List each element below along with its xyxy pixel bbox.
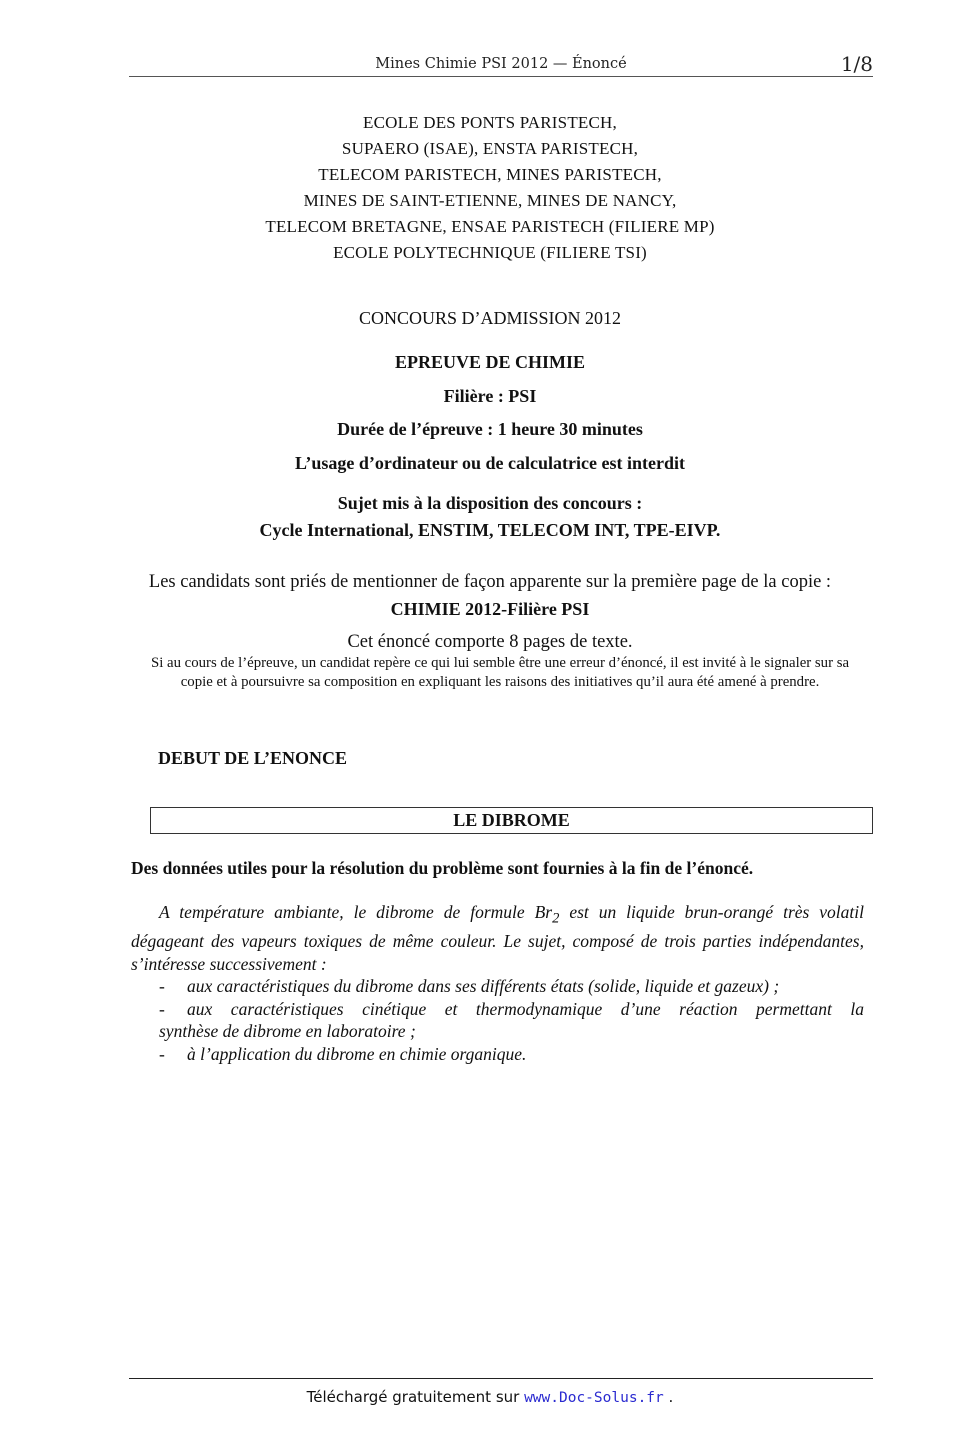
duree: Durée de l’épreuve : 1 heure 30 minutes (337, 419, 643, 439)
school-line: TELECOM BRETAGNE, ENSAE PARISTECH (FILIERE MP) (265, 217, 715, 236)
list-item (131, 975, 864, 998)
footer-end: . (663, 1388, 674, 1406)
concours-title: CONCOURS D’ADMISSION 2012 (358, 308, 622, 328)
section-title: LE DIBROME (453, 810, 570, 830)
list-item (131, 1043, 864, 1066)
school-line: ECOLE POLYTECHNIQUE (FILIERE TSI) (333, 243, 647, 262)
intro-start: A température ambiante, le dibrome de formule Br (159, 902, 553, 922)
footer (0, 1388, 980, 1406)
error-notice: Si au cours de l’épreuve, un candidat repère ce qui lui semble être une erreur d’énoncé, il est invité à le signaler sur sa copie et à poursuivre sa composition en expliquant les raisons des initiatives qu’il aura été amené à prendre. (150, 655, 850, 690)
sujet-disposition (0, 490, 980, 544)
sujet-line-1: Sujet mis à la disposition des concours : (337, 493, 643, 513)
list-item (131, 998, 864, 1021)
school-line: MINES DE SAINT-ETIENNE, MINES DE NANCY, (303, 191, 677, 210)
school-line: SUPAERO (ISAE), ENSTA PARISTECH, (341, 139, 639, 158)
school-line: ECOLE DES PONTS PARISTECH, (363, 113, 617, 132)
debut-enonce: DEBUT DE L’ENONCE (158, 748, 348, 768)
bullet-dash: - (159, 976, 165, 996)
filiere: Filière : PSI (443, 386, 537, 406)
list-item-text: aux caractéristiques du dibrome dans ses différents états (solide, liquide et gazeux) ; (187, 976, 780, 996)
formula-subscript: 2 (552, 910, 560, 927)
list-item-text: à l’application du dibrome en chimie organique. (187, 1043, 527, 1064)
page-number: 1/8 (840, 52, 873, 76)
intro-rest: est un liquide brun-orangé très volatil dégageant des vapeurs toxiques de même couleur. Le sujet, composé de trois parties indépendantes, s’intéresse successivement : (131, 902, 864, 974)
doc-solus-link[interactable]: www.Doc-Solus.fr (524, 1390, 664, 1406)
donnees-note: Des données utiles pour la résolution du problème sont fournies à la fin de l’énoncé. (131, 858, 754, 878)
footer-rule (129, 1378, 873, 1379)
pages-note: Cet énoncé comporte 8 pages de texte. (347, 632, 633, 652)
bullet-dash: - (159, 1043, 165, 1064)
running-header-title: Mines Chimie PSI 2012 — Énoncé (375, 56, 627, 72)
list-item-continuation: synthèse de dibrome en laboratoire ; (159, 1021, 416, 1041)
section-title-box (150, 807, 873, 834)
footer-text: Téléchargé gratuitement sur (306, 1388, 525, 1406)
list-item-text: aux caractéristiques cinétique et thermodynamique d’une réaction permettant la (187, 998, 864, 1019)
intro-paragraph (131, 901, 864, 975)
epreuve-title: EPREUVE DE CHIMIE (394, 352, 586, 372)
copy-code: CHIMIE 2012-Filière PSI (390, 599, 590, 619)
sujet-line-2: Cycle International, ENSTIM, TELECOM INT, TPE-EIVP. (259, 520, 721, 540)
school-line: TELECOM PARISTECH, MINES PARISTECH, (318, 165, 662, 184)
running-header (129, 54, 873, 77)
bullet-dash: - (159, 998, 165, 1019)
intro-text (131, 901, 864, 1065)
candidats-instruction: Les candidats sont priés de mentionner de façon apparente sur la première page de la copie : (148, 572, 832, 592)
usage-rule: L’usage d’ordinateur ou de calculatrice est interdit (295, 453, 685, 473)
schools-list (0, 110, 980, 266)
